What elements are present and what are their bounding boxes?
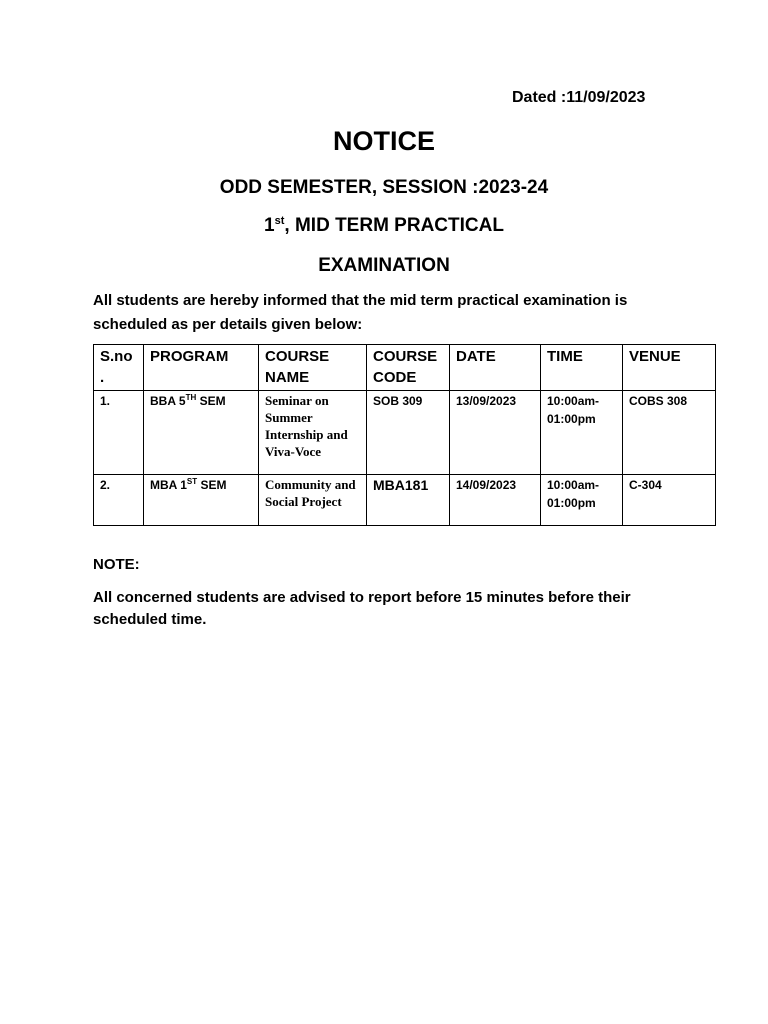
program-text: BBA 5 [150, 394, 186, 408]
midterm-heading [0, 215, 768, 237]
cell-date: 13/09/2023 [450, 391, 541, 475]
program-ordinal: TH [185, 393, 197, 402]
header-course-code: COURSE CODE [367, 345, 450, 391]
cell-date: 14/09/2023 [450, 475, 541, 526]
note-text: All concerned students are advised to report before 15 minutes before their scheduled time. [93, 589, 631, 628]
program-suffix: SEM [197, 478, 227, 492]
notice-date: Dated :11/09/2023 [512, 89, 646, 106]
note-label: NOTE: [93, 556, 140, 573]
cell-course-code: SOB 309 [367, 391, 450, 475]
cell-sno: 1. [94, 391, 144, 475]
cell-program [144, 475, 259, 526]
cell-program [144, 391, 259, 475]
header-venue: VENUE [623, 345, 716, 391]
cell-time: 10:00am-01:00pm [541, 391, 623, 475]
page-title: NOTICE [332, 126, 435, 156]
session-heading: ODD SEMESTER, SESSION :2023-24 [219, 177, 549, 198]
cell-venue: COBS 308 [623, 391, 716, 475]
table-row [94, 475, 716, 526]
header-sno: S.no . [94, 345, 144, 391]
header-course-name: COURSE NAME [259, 345, 367, 391]
cell-course-code: MBA181 [367, 475, 450, 526]
schedule-table [93, 344, 716, 526]
program-text: MBA 1 [150, 478, 187, 492]
examination-heading: EXAMINATION [318, 255, 450, 276]
midterm-ordinal: st [274, 215, 285, 227]
header-time: TIME [541, 345, 623, 391]
table-header-row [94, 345, 716, 391]
program-ordinal: ST [186, 477, 198, 486]
intro-paragraph: All students are hereby informed that the mid term practical examination is scheduled as per details given below: [93, 292, 628, 333]
midterm-number: 1 [264, 215, 275, 236]
program-suffix: SEM [196, 394, 226, 408]
table-row [94, 391, 716, 475]
cell-venue: C-304 [623, 475, 716, 526]
midterm-text: , MID TERM PRACTICAL [284, 215, 504, 236]
header-program: PROGRAM [144, 345, 259, 391]
header-date: DATE [450, 345, 541, 391]
cell-course-name: Community and Social Project [259, 475, 367, 526]
cell-course-name: Seminar on Summer Internship and Viva-Voce [259, 391, 367, 475]
cell-sno: 2. [94, 475, 144, 526]
cell-time: 10:00am-01:00pm [541, 475, 623, 526]
